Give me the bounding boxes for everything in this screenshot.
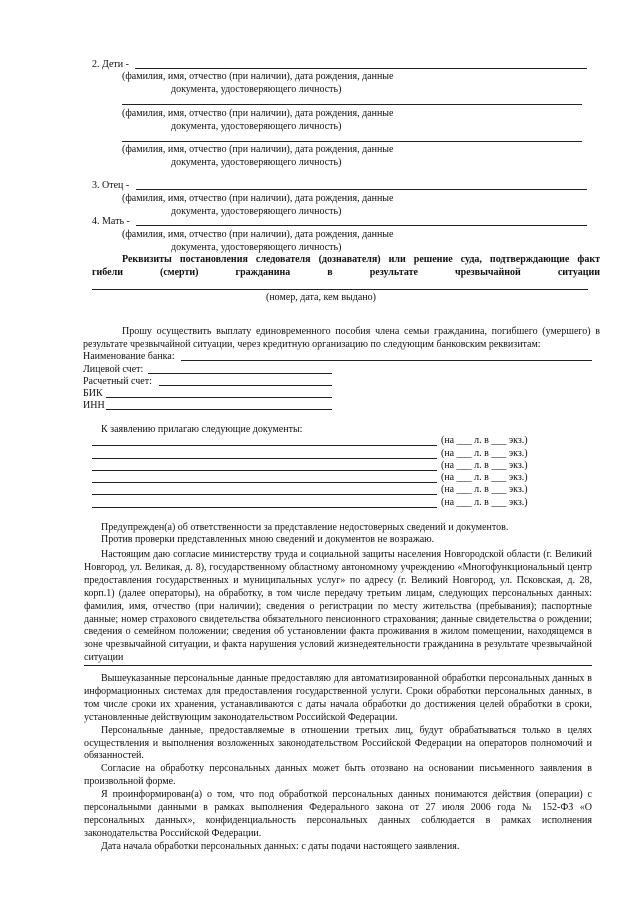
attachment-field[interactable] [92, 482, 437, 483]
attachments-intro: К заявлению прилагаю следующие документы: [101, 424, 303, 435]
bank-name-field[interactable] [181, 360, 592, 361]
children-field-3[interactable] [122, 141, 582, 142]
processing-paragraph-4: Я проинформирован(а) о том, что под обработкой персональных данных понимаются действия (операции) с персональными данными в рамках выполнения Федерального закона от 27 июля 2006 года № 152-ФЗ «О персональных данных», конфиденциальность персональных данных соблюдается в рамках исполнения законодательства Российской Федерации. [84, 789, 592, 839]
attachment-row[interactable] [92, 485, 542, 497]
attachment-row[interactable] [92, 436, 542, 448]
attachment-pages-copies: (на ___ л. в ___ экз.) [441, 448, 528, 459]
account-field[interactable] [148, 373, 332, 374]
attachment-pages-copies: (на ___ л. в ___ экз.) [441, 472, 528, 483]
children-note-line1: (фамилия, имя, отчество (при наличии), дата рождения, данные [122, 108, 394, 119]
attachment-pages-copies: (на ___ л. в ___ экз.) [441, 460, 528, 471]
attachment-field[interactable] [92, 494, 437, 495]
warning-line1: Предупрежден(а) об ответственности за представление недостоверных сведений и документов. [101, 522, 509, 533]
death-details-field[interactable] [92, 289, 588, 290]
attachment-field[interactable] [92, 458, 437, 459]
attachment-pages-copies: (на ___ л. в ___ экз.) [441, 497, 528, 508]
consent-block [84, 549, 592, 665]
inn-label: ИНН [83, 400, 105, 411]
mother-label: 4. Мать - [92, 216, 130, 227]
father-field[interactable] [136, 189, 587, 190]
children-note-line2: документа, удостоверяющего личность) [171, 84, 342, 95]
processing-paragraph-1: Вышеуказанные персональные данные предоставляю для автоматизированной обработки персональных данных в информационных системах для предоставления государственной услуги. Сроки обработки персональных данных, в том числе сроки их хранения, устанавливаются с даты начала обработки до достижения целей обработки в сроки, установленные действующим законодательством Российской Федерации. [84, 673, 592, 723]
settlement-account-field[interactable] [159, 385, 332, 386]
children-note-line1: (фамилия, имя, отчество (при наличии), дата рождения, данные [122, 71, 394, 82]
attachment-field[interactable] [92, 470, 437, 471]
attachment-field[interactable] [92, 507, 437, 508]
processing-block [84, 673, 592, 854]
children-label: 2. Дети - [92, 59, 129, 70]
death-details-issued-note: (номер, дата, кем выдано) [266, 292, 376, 303]
processing-paragraph-2: Персональные данные, предоставляемые в отношении третьих лиц, будут обрабатываться только в целях осуществления и выполнения возложенных законодательством Российской Федерации на операторов полномочий и обязанностей. [84, 724, 592, 762]
mother-note-line1: (фамилия, имя, отчество (при наличии), дата рождения, данные [122, 229, 394, 240]
attachment-field[interactable] [92, 445, 437, 446]
attachment-pages-copies: (на ___ л. в ___ экз.) [441, 435, 528, 446]
attachment-pages-copies: (на ___ л. в ___ экз.) [441, 484, 528, 495]
bank-name-label: Наименование банка: [83, 351, 175, 362]
children-note-line2: документа, удостоверяющего личность) [171, 121, 342, 132]
account-label: Лицевой счет: [83, 364, 144, 375]
father-note-line1: (фамилия, имя, отчество (при наличии), дата рождения, данные [122, 193, 394, 204]
mother-note-line2: документа, удостоверяющего личность) [171, 242, 342, 253]
inn-field[interactable] [106, 409, 332, 410]
death-details-heading-line2: гибели (смерти) гражданина в результате чрезвычайной ситуации [92, 267, 600, 278]
bik-field[interactable] [106, 397, 332, 398]
children-note-line2: документа, удостоверяющего личность) [171, 157, 342, 168]
death-details-heading-line1: Реквизиты постановления следователя (дознавателя) или решение суда, подтверждающие факт [122, 254, 600, 265]
children-note-line1: (фамилия, имя, отчество (при наличии), дата рождения, данные [122, 144, 394, 155]
warning-line2: Против проверки представленных мною сведений и документов не возражаю. [101, 534, 435, 545]
mother-field[interactable] [136, 225, 587, 226]
processing-paragraph-3: Согласие на обработку персональных данных может быть отозвано на основании письменного заявления в произвольной форме. [84, 763, 592, 788]
separator-line [84, 665, 592, 666]
children-field-1[interactable] [135, 68, 587, 69]
request-line1: Прошу осуществить выплату единовременного пособия члена семьи гражданина, погибшего (умершего) в [122, 326, 600, 337]
request-line2: результате чрезвычайной ситуации, через кредитную организацию по следующим банковским реквизитам: [83, 339, 541, 350]
father-note-line2: документа, удостоверяющего личность) [171, 206, 342, 217]
father-label: 3. Отец - [92, 180, 130, 191]
children-field-2[interactable] [122, 104, 582, 105]
consent-text: Настоящим даю согласие министерству труда и социальной защиты населения Новгородской области (г. Великий Новгород, ул. Великая, д. 8), государственному областному автономному учреждению «Многофункциональный центр предоставления государственных и муниципальных услуг» по адресу (г. Великий Новгород, ул. Псковская, д. 28, корп.1) (далее операторы), на обработку, в том числе передачу третьим лицам, следующих персональных данных: фамилия, имя, отчество (при наличии); сведения о регистрации по месту жительства (пребывания); паспортные данные; номер страхового свидетельства обязательного пенсионного страхования; данные свидетельства о рождении; сведения о семейном положении; сведения об установлении факта проживания в жилом помещении, находящемся в зоне чрезвычайной ситуации, и факта нарушения условий жизнедеятельности гражданина в результате чрезвычайной ситуации [84, 549, 592, 664]
attachment-row[interactable] [92, 498, 542, 510]
settlement-account-label: Расчетный счет: [83, 376, 152, 387]
bik-label: БИК [83, 388, 103, 399]
processing-paragraph-5: Дата начала обработки персональных данных: с даты подачи настоящего заявления. [101, 840, 460, 852]
